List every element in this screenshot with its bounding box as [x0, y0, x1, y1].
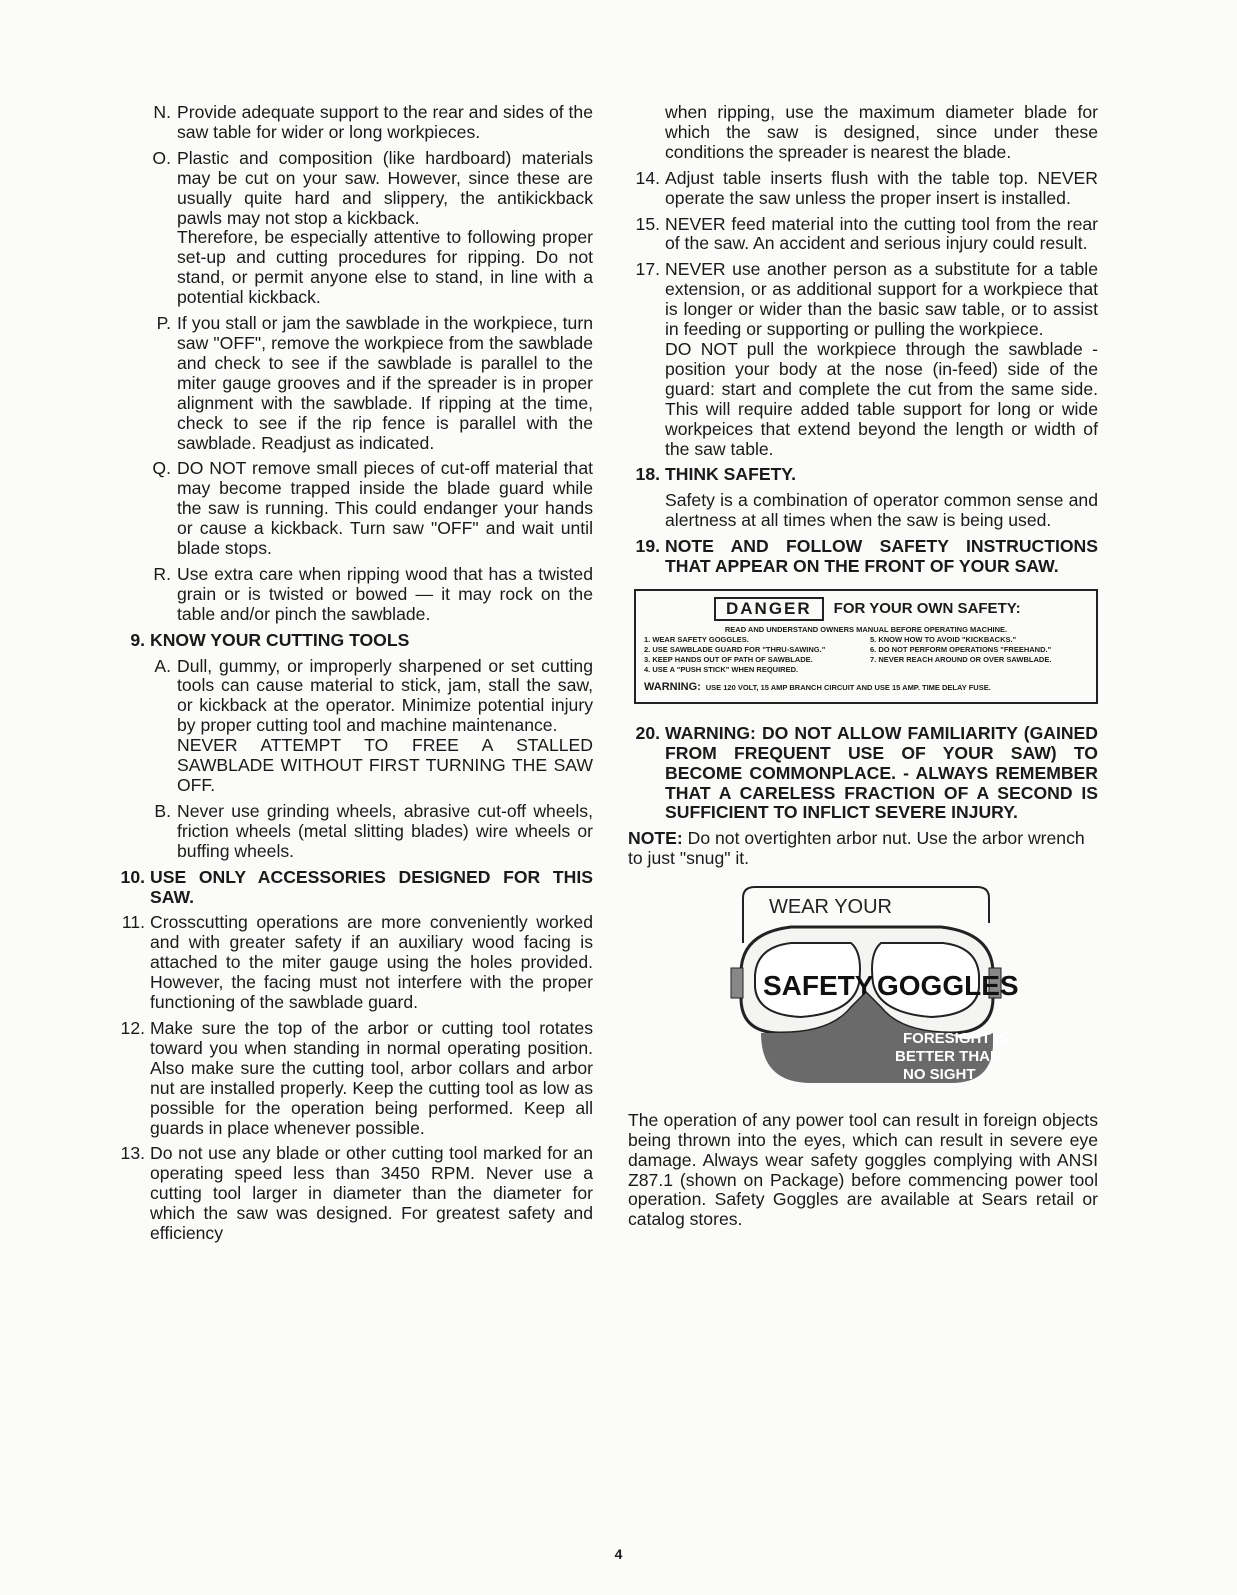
list-item	[113, 149, 593, 308]
item-marker: 14.	[635, 167, 660, 188]
item-marker: 17.	[635, 259, 660, 280]
item-paragraph: Safety is a combination of operator common sense and alertness at all times when the saw is being used.	[665, 490, 1098, 531]
danger-rule: 5. KNOW HOW TO AVOID "KICKBACKS."	[870, 634, 1017, 644]
list-item	[113, 657, 593, 796]
safety-goggles-graphic	[731, 883, 1019, 1093]
list-item	[113, 1019, 593, 1138]
list-item	[113, 103, 593, 143]
danger-rule: 6. DO NOT PERFORM OPERATIONS "FREEHAND."	[870, 644, 1052, 654]
item-paragraph: Never use grinding wheels, abrasive cut-off wheels, friction wheels (metal slitting blades) wire wheels or buffing wheels.	[177, 800, 593, 861]
list-item	[113, 459, 593, 559]
item-paragraph: NEVER ATTEMPT TO FREE A STALLED SAWBLADE WITHOUT FIRST TURNING THE SAW OFF.	[177, 735, 593, 795]
danger-warning	[644, 675, 1088, 698]
danger-rule: 3. KEEP HANDS OUT OF PATH OF SAWBLADE.	[644, 654, 813, 664]
item-paragraph: NEVER feed material into the cutting tool from the rear of the saw. An accident and serious injury could result.	[665, 213, 1098, 254]
item-marker: 18.	[635, 464, 660, 485]
item-paragraph: Make sure the top of the arbor or cutting tool rotates toward you when standing in normal operating position. Also make sure the cutting tool, arbor collars and arbor nut are installed properly. Keep the cutting tool as low as possible for the operation being performed. Keep all guards in place whenever possible.	[150, 1017, 593, 1138]
danger-rule: 7. NEVER REACH AROUND OR OVER SAWBLADE.	[870, 654, 1052, 664]
item-paragraph: NOTE AND FOLLOW SAFETY INSTRUCTIONS THAT APPEAR ON THE FRONT OF YOUR SAW.	[665, 536, 1098, 577]
item-paragraph: Use extra care when ripping wood that has a twisted grain or is twisted or bowed — it may rock on the table and/or pinch the sawblade.	[177, 563, 593, 624]
item-marker: 9.	[130, 629, 145, 650]
item-marker	[628, 491, 665, 531]
danger-header-text: FOR YOUR OWN SAFETY:	[833, 599, 1021, 617]
list-item	[113, 565, 593, 625]
item-paragraph: Therefore, be especially attentive to following proper set-up and cutting procedures for ripping. Do not stand, or permit anyone else to stand, in line with a potential kickback.	[177, 227, 593, 308]
item-marker: O.	[152, 147, 171, 168]
slogan-line-2: BETTER THAN	[895, 1048, 1001, 1066]
item-paragraph: Crosscutting operations are more conveniently worked and with greater safety if an auxiliary wood facing is attached to the miter gauge using the holes provided. However, the facing must not interfere with the proper functioning of the sawblade guard.	[150, 912, 593, 1013]
item-paragraph: If you stall or jam the sawblade in the workpiece, turn saw "OFF", remove the workpiece from the sawblade and check to see if the sawblade is parallel to the miter gauge grooves and if the spreader is in proper alignment with the sawblade. If ripping at the time, check to see if the rip fence is parallel with the sawblade. Readjust as indicated.	[177, 313, 593, 453]
danger-rule: 4. USE A "PUSH STICK" WHEN REQUIRED.	[644, 664, 799, 674]
right-column	[628, 103, 1098, 1248]
item-marker: Q.	[152, 458, 171, 479]
goggles-right-word: GOGGLES	[877, 970, 1019, 1002]
item-marker	[628, 103, 665, 163]
item-marker: N.	[153, 102, 171, 122]
item-paragraph: USE ONLY ACCESSORIES DESIGNED FOR THIS SAW.	[150, 866, 593, 907]
list-item	[113, 631, 593, 651]
left-column	[113, 103, 593, 1250]
item-paragraph: Provide adequate support to the rear and sides of the saw table for wider or long workpieces.	[177, 102, 593, 142]
danger-rule: 2. USE SAWBLADE GUARD FOR "THRU-SAWING."	[644, 644, 826, 654]
item-marker: A.	[154, 655, 171, 676]
goggles-top-text: WEAR YOUR	[769, 896, 892, 919]
item-marker: 20.	[635, 722, 660, 743]
warning-paragraph: WARNING: DO NOT ALLOW FAMILIARITY (GAINED FROM FREQUENT USE OF YOUR SAW) TO BECOME COMMONPLACE. - ALWAYS REMEMBER THAT A CARELESS FRACTION OF A SECOND IS SUFFICIENT TO INFLICT SEVERE INJURY.	[665, 722, 1098, 823]
item-paragraph: DO NOT pull the workpiece through the sawblade - position your body at the nose (in-feed) side of the guard: start and complete the cut from the same side. This will require added table support for long or wide workpeices that extend beyond the length or width of the saw table.	[665, 338, 1098, 459]
item-marker: 13.	[120, 1143, 145, 1164]
page-number: 4	[614, 1546, 623, 1562]
danger-intro: READ AND UNDERSTAND OWNERS MANUAL BEFORE OPERATING MACHINE.	[724, 624, 1008, 634]
list-item	[113, 1144, 593, 1244]
item-paragraph: KNOW YOUR CUTTING TOOLS	[150, 629, 410, 650]
item-paragraph: Dull, gummy, or improperly sharpened or set cutting tools can cause material to stick, jam, stall the saw, or kickback at the operator. Minimize potential injury by proper cutting tool and machine maintenance.	[177, 655, 593, 736]
danger-rule: 1. WEAR SAFETY GOGGLES.	[644, 634, 749, 644]
note	[628, 829, 1098, 869]
list-item	[628, 215, 1098, 255]
right-items	[628, 103, 1098, 577]
slogan-line-3: NO SIGHT	[903, 1066, 976, 1084]
slogan-line-1: FORESIGHT IS	[903, 1030, 1009, 1048]
goggles-left-word: SAFETY	[763, 970, 874, 1002]
final-paragraph: The operation of any power tool can result in foreign objects being thrown into the eyes, which can result in severe eye damage. Always wear safety goggles complying with ANSI Z87.1 (shown on Package) before commencing power tool operation. Safety Goggles are available at Sears retail or catalog stores.	[628, 1109, 1098, 1230]
item-marker: R.	[153, 563, 171, 584]
danger-rule	[870, 665, 1088, 675]
item-marker: 10.	[120, 866, 145, 887]
item-marker: 15.	[635, 213, 660, 234]
list-item	[113, 802, 593, 862]
item-paragraph: NEVER use another person as a substitute for a table extension, or as additional support for a workpiece that is longer or wider than the basic saw table, or to assist in feeding or supporting or pulling the workpiece.	[665, 259, 1098, 340]
item-marker: 19.	[635, 536, 660, 557]
item-paragraph: DO NOT remove small pieces of cut-off material that may become trapped inside the blade guard while the saw is running. This could endanger your hands or cause a kickback. Turn saw "OFF" and wait until blade stops.	[177, 458, 593, 559]
list-item	[628, 169, 1098, 209]
list-item	[628, 537, 1098, 577]
item-paragraph: when ripping, use the maximum diameter blade for which the saw is designed, since under these conditions the spreader is nearest the blade.	[665, 102, 1098, 162]
danger-label	[634, 589, 1098, 704]
item-marker: 11.	[121, 912, 145, 933]
item-paragraph: Plastic and composition (like hardboard) materials may be cut on your saw. However, since these are usually quite hard and slippery, the antikickback pawls may not stop a kickback.	[177, 147, 593, 228]
item-marker: P.	[156, 313, 171, 334]
list-item	[628, 491, 1098, 531]
item-paragraph: THINK SAFETY.	[665, 464, 796, 485]
goggles-icon	[731, 883, 1019, 1093]
note-label: NOTE:	[628, 828, 683, 849]
list-item	[628, 465, 1098, 485]
list-item	[113, 913, 593, 1013]
danger-warning-text: USE 120 VOLT, 15 AMP BRANCH CIRCUIT AND USE 15 AMP. TIME DELAY FUSE.	[705, 682, 991, 692]
list-item	[628, 103, 1098, 163]
item-paragraph: Adjust table inserts flush with the table top. NEVER operate the saw unless the proper insert is installed.	[665, 167, 1098, 208]
item-paragraph: Do not use any blade or other cutting tool marked for an operating speed less than 3450 RPM. Never use a cutting tool larger in diameter than the diameter for which the saw was designed. For greatest safety and efficiency	[150, 1143, 593, 1244]
danger-warning-label: WARNING:	[644, 680, 701, 693]
danger-rules	[644, 635, 1088, 675]
note-text: Do not overtighten arbor nut. Use the arbor wrench to just "snug" it.	[628, 828, 1085, 869]
list-item	[113, 314, 593, 453]
danger-header	[714, 597, 1088, 621]
danger-tag: DANGER	[714, 597, 824, 621]
item-marker: B.	[154, 800, 171, 821]
list-item	[628, 260, 1098, 459]
item-20-warning	[628, 724, 1098, 824]
list-item	[113, 868, 593, 908]
item-marker: 12.	[120, 1017, 145, 1038]
